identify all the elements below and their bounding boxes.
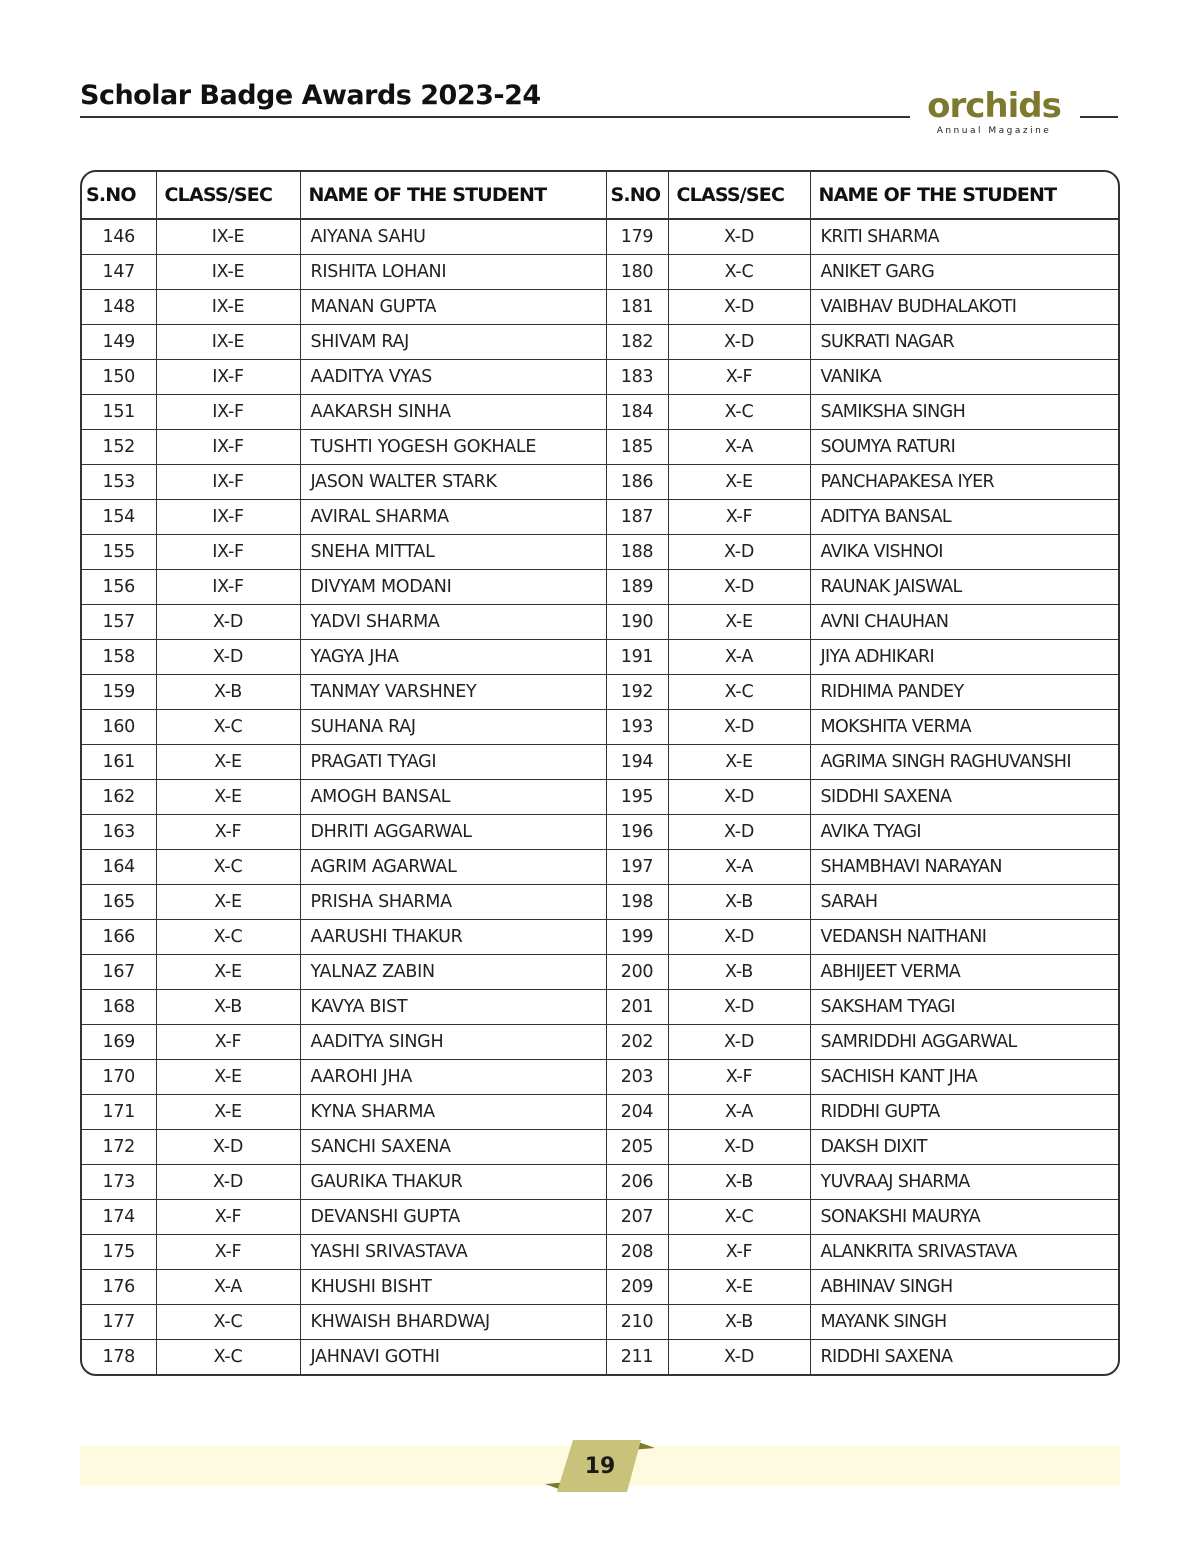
cell-sno: 149 xyxy=(82,325,156,360)
cell-name: RIDDHI GUPTA xyxy=(810,1095,1120,1130)
cell-class: X-D xyxy=(668,780,810,815)
cell-class: X-D xyxy=(668,920,810,955)
cell-class: X-D xyxy=(156,605,300,640)
cell-name: AGRIMA SINGH RAGHUVANSHI xyxy=(810,745,1120,780)
cell-class: X-A xyxy=(156,1270,300,1305)
cell-name: YADVI SHARMA xyxy=(300,605,606,640)
cell-name: PRAGATI TYAGI xyxy=(300,745,606,780)
column-header-name: NAME OF THE STUDENT xyxy=(300,172,606,219)
table-row xyxy=(82,1270,1120,1305)
cell-name: KRITI SHARMA xyxy=(810,219,1120,255)
cell-sno: 178 xyxy=(82,1340,156,1375)
table-row xyxy=(82,710,1120,745)
table-row xyxy=(82,955,1120,990)
cell-name: AMOGH BANSAL xyxy=(300,780,606,815)
cell-class: X-F xyxy=(156,1235,300,1270)
cell-name: RIDDHI SAXENA xyxy=(810,1340,1120,1375)
cell-class: X-D xyxy=(668,990,810,1025)
cell-class: X-D xyxy=(668,570,810,605)
cell-class: X-C xyxy=(668,255,810,290)
table-row xyxy=(82,1025,1120,1060)
cell-sno: 150 xyxy=(82,360,156,395)
cell-class: X-B xyxy=(668,1165,810,1200)
cell-class: X-D xyxy=(668,290,810,325)
table-row xyxy=(82,745,1120,780)
cell-class: X-B xyxy=(156,990,300,1025)
cell-class: X-D xyxy=(668,815,810,850)
cell-name: MOKSHITA VERMA xyxy=(810,710,1120,745)
cell-class: X-C xyxy=(668,1200,810,1235)
cell-name: AVIRAL SHARMA xyxy=(300,500,606,535)
cell-name: PRISHA SHARMA xyxy=(300,885,606,920)
cell-name: RIDHIMA PANDEY xyxy=(810,675,1120,710)
table-row xyxy=(82,780,1120,815)
cell-sno: 206 xyxy=(606,1165,668,1200)
cell-class: X-C xyxy=(156,920,300,955)
cell-sno: 192 xyxy=(606,675,668,710)
cell-sno: 194 xyxy=(606,745,668,780)
cell-class: X-B xyxy=(668,955,810,990)
cell-name: AVNI CHAUHAN xyxy=(810,605,1120,640)
cell-name: SUHANA RAJ xyxy=(300,710,606,745)
table-row xyxy=(82,465,1120,500)
cell-class: X-D xyxy=(668,219,810,255)
cell-class: IX-F xyxy=(156,395,300,430)
cell-sno: 176 xyxy=(82,1270,156,1305)
cell-name: AAKARSH SINHA xyxy=(300,395,606,430)
cell-sno: 175 xyxy=(82,1235,156,1270)
cell-class: X-C xyxy=(156,1305,300,1340)
logo-wordmark: orchids xyxy=(927,86,1061,126)
table-row xyxy=(82,920,1120,955)
cell-name: ADITYA BANSAL xyxy=(810,500,1120,535)
cell-sno: 148 xyxy=(82,290,156,325)
cell-class: X-C xyxy=(156,1340,300,1375)
cell-sno: 187 xyxy=(606,500,668,535)
table-row xyxy=(82,1200,1120,1235)
cell-name: SARAH xyxy=(810,885,1120,920)
cell-class: X-E xyxy=(156,780,300,815)
cell-sno: 174 xyxy=(82,1200,156,1235)
cell-class: X-A xyxy=(668,850,810,885)
cell-sno: 152 xyxy=(82,430,156,465)
cell-class: X-E xyxy=(156,1095,300,1130)
cell-sno: 164 xyxy=(82,850,156,885)
cell-name: MAYANK SINGH xyxy=(810,1305,1120,1340)
cell-class: X-A xyxy=(668,430,810,465)
cell-sno: 159 xyxy=(82,675,156,710)
cell-name: KYNA SHARMA xyxy=(300,1095,606,1130)
cell-sno: 191 xyxy=(606,640,668,675)
cell-class: X-F xyxy=(156,815,300,850)
table-row xyxy=(82,1165,1120,1200)
cell-sno: 171 xyxy=(82,1095,156,1130)
cell-name: RAUNAK JAISWAL xyxy=(810,570,1120,605)
cell-class: IX-E xyxy=(156,255,300,290)
cell-sno: 167 xyxy=(82,955,156,990)
cell-name: SNEHA MITTAL xyxy=(300,535,606,570)
table-row xyxy=(82,430,1120,465)
cell-name: SANCHI SAXENA xyxy=(300,1130,606,1165)
cell-class: X-F xyxy=(668,1060,810,1095)
cell-class: X-A xyxy=(668,1095,810,1130)
cell-sno: 197 xyxy=(606,850,668,885)
cell-class: X-B xyxy=(668,885,810,920)
cell-name: DEVANSHI GUPTA xyxy=(300,1200,606,1235)
cell-sno: 154 xyxy=(82,500,156,535)
cell-sno: 177 xyxy=(82,1305,156,1340)
table-row xyxy=(82,1340,1120,1375)
cell-sno: 165 xyxy=(82,885,156,920)
cell-class: X-C xyxy=(668,675,810,710)
table-row xyxy=(82,535,1120,570)
table-row xyxy=(82,395,1120,430)
cell-name: AARUSHI THAKUR xyxy=(300,920,606,955)
cell-name: AVIKA TYAGI xyxy=(810,815,1120,850)
cell-class: X-E xyxy=(668,1270,810,1305)
cell-sno: 199 xyxy=(606,920,668,955)
cell-sno: 202 xyxy=(606,1025,668,1060)
cell-sno: 155 xyxy=(82,535,156,570)
cell-sno: 169 xyxy=(82,1025,156,1060)
cell-name: MANAN GUPTA xyxy=(300,290,606,325)
cell-name: KHWAISH BHARDWAJ xyxy=(300,1305,606,1340)
cell-name: TANMAY VARSHNEY xyxy=(300,675,606,710)
cell-class: X-D xyxy=(668,1025,810,1060)
cell-name: SHAMBHAVI NARAYAN xyxy=(810,850,1120,885)
cell-sno: 188 xyxy=(606,535,668,570)
table-row xyxy=(82,885,1120,920)
cell-sno: 196 xyxy=(606,815,668,850)
cell-name: TUSHTI YOGESH GOKHALE xyxy=(300,430,606,465)
cell-name: SAMIKSHA SINGH xyxy=(810,395,1120,430)
cell-name: JIYA ADHIKARI xyxy=(810,640,1120,675)
table-row xyxy=(82,990,1120,1025)
cell-name: GAURIKA THAKUR xyxy=(300,1165,606,1200)
cell-sno: 203 xyxy=(606,1060,668,1095)
table-row xyxy=(82,850,1120,885)
magazine-logo xyxy=(914,88,1074,137)
cell-class: X-A xyxy=(668,640,810,675)
cell-class: X-E xyxy=(668,605,810,640)
cell-sno: 183 xyxy=(606,360,668,395)
cell-name: VEDANSH NAITHANI xyxy=(810,920,1120,955)
cell-sno: 163 xyxy=(82,815,156,850)
cell-name: JAHNAVI GOTHI xyxy=(300,1340,606,1375)
cell-name: ABHINAV SINGH xyxy=(810,1270,1120,1305)
cell-name: SACHISH KANT JHA xyxy=(810,1060,1120,1095)
cell-class: X-D xyxy=(668,1130,810,1165)
cell-class: X-F xyxy=(156,1200,300,1235)
cell-name: JASON WALTER STARK xyxy=(300,465,606,500)
cell-sno: 166 xyxy=(82,920,156,955)
cell-name: DAKSH DIXIT xyxy=(810,1130,1120,1165)
awards-table-container xyxy=(80,170,1120,1376)
cell-sno: 172 xyxy=(82,1130,156,1165)
cell-class: X-D xyxy=(668,1340,810,1375)
cell-class: IX-F xyxy=(156,430,300,465)
table-row xyxy=(82,500,1120,535)
cell-class: X-F xyxy=(668,360,810,395)
cell-class: X-C xyxy=(156,850,300,885)
column-header-sno: S.NO xyxy=(606,172,668,219)
column-header-name: NAME OF THE STUDENT xyxy=(810,172,1120,219)
cell-class: X-B xyxy=(156,675,300,710)
cell-name: ALANKRITA SRIVASTAVA xyxy=(810,1235,1120,1270)
title-divider xyxy=(80,116,910,118)
cell-name: YAGYA JHA xyxy=(300,640,606,675)
table-row xyxy=(82,675,1120,710)
cell-name: PANCHAPAKESA IYER xyxy=(810,465,1120,500)
column-header-class: CLASS/SEC xyxy=(156,172,300,219)
cell-sno: 170 xyxy=(82,1060,156,1095)
cell-class: X-B xyxy=(668,1305,810,1340)
cell-sno: 201 xyxy=(606,990,668,1025)
cell-sno: 200 xyxy=(606,955,668,990)
cell-name: SIDDHI SAXENA xyxy=(810,780,1120,815)
cell-sno: 211 xyxy=(606,1340,668,1375)
cell-sno: 180 xyxy=(606,255,668,290)
table-row xyxy=(82,640,1120,675)
cell-sno: 162 xyxy=(82,780,156,815)
cell-class: X-F xyxy=(668,1235,810,1270)
table-row xyxy=(82,605,1120,640)
cell-sno: 147 xyxy=(82,255,156,290)
cell-class: X-E xyxy=(668,745,810,780)
cell-sno: 179 xyxy=(606,219,668,255)
cell-sno: 185 xyxy=(606,430,668,465)
table-body xyxy=(82,219,1120,1374)
cell-name: VAIBHAV BUDHALAKOTI xyxy=(810,290,1120,325)
cell-class: X-D xyxy=(668,535,810,570)
cell-sno: 210 xyxy=(606,1305,668,1340)
cell-sno: 189 xyxy=(606,570,668,605)
table-row xyxy=(82,360,1120,395)
cell-name: AVIKA VISHNOI xyxy=(810,535,1120,570)
cell-class: X-D xyxy=(156,1165,300,1200)
cell-name: AADITYA VYAS xyxy=(300,360,606,395)
cell-class: IX-E xyxy=(156,325,300,360)
cell-class: X-D xyxy=(668,325,810,360)
cell-sno: 193 xyxy=(606,710,668,745)
cell-class: X-E xyxy=(156,745,300,780)
cell-sno: 168 xyxy=(82,990,156,1025)
cell-class: X-E xyxy=(668,465,810,500)
cell-sno: 182 xyxy=(606,325,668,360)
table-row xyxy=(82,290,1120,325)
cell-name: AIYANA SAHU xyxy=(300,219,606,255)
table-row xyxy=(82,1305,1120,1340)
cell-name: SUKRATI NAGAR xyxy=(810,325,1120,360)
cell-name: YASHI SRIVASTAVA xyxy=(300,1235,606,1270)
cell-name: YUVRAAJ SHARMA xyxy=(810,1165,1120,1200)
cell-name: AGRIM AGARWAL xyxy=(300,850,606,885)
cell-sno: 207 xyxy=(606,1200,668,1235)
table-row xyxy=(82,1130,1120,1165)
cell-sno: 158 xyxy=(82,640,156,675)
cell-class: X-E xyxy=(156,955,300,990)
cell-class: IX-F xyxy=(156,535,300,570)
cell-sno: 160 xyxy=(82,710,156,745)
cell-class: X-D xyxy=(668,710,810,745)
cell-class: IX-F xyxy=(156,500,300,535)
table-row xyxy=(82,255,1120,290)
cell-name: KAVYA BIST xyxy=(300,990,606,1025)
cell-sno: 156 xyxy=(82,570,156,605)
table-row xyxy=(82,325,1120,360)
cell-name: SOUMYA RATURI xyxy=(810,430,1120,465)
table-row xyxy=(82,1060,1120,1095)
cell-sno: 184 xyxy=(606,395,668,430)
cell-class: X-C xyxy=(156,710,300,745)
cell-class: IX-F xyxy=(156,360,300,395)
cell-name: DHRITI AGGARWAL xyxy=(300,815,606,850)
cell-sno: 181 xyxy=(606,290,668,325)
cell-name: ABHIJEET VERMA xyxy=(810,955,1120,990)
cell-sno: 153 xyxy=(82,465,156,500)
cell-class: X-F xyxy=(156,1025,300,1060)
cell-name: DIVYAM MODANI xyxy=(300,570,606,605)
cell-class: IX-E xyxy=(156,290,300,325)
cell-name: AAROHI JHA xyxy=(300,1060,606,1095)
cell-class: X-C xyxy=(668,395,810,430)
cell-class: IX-E xyxy=(156,219,300,255)
column-header-sno: S.NO xyxy=(82,172,156,219)
awards-table xyxy=(82,172,1120,1374)
cell-sno: 204 xyxy=(606,1095,668,1130)
cell-name: SHIVAM RAJ xyxy=(300,325,606,360)
table-row xyxy=(82,1095,1120,1130)
logo-subtitle: Annual Magazine xyxy=(936,126,1052,136)
table-row xyxy=(82,1235,1120,1270)
page-number: 19 xyxy=(584,1453,616,1479)
cell-name: SAKSHAM TYAGI xyxy=(810,990,1120,1025)
cell-name: KHUSHI BISHT xyxy=(300,1270,606,1305)
cell-sno: 198 xyxy=(606,885,668,920)
column-header-class: CLASS/SEC xyxy=(668,172,810,219)
cell-sno: 186 xyxy=(606,465,668,500)
cell-class: IX-F xyxy=(156,570,300,605)
cell-name: ANIKET GARG xyxy=(810,255,1120,290)
cell-sno: 146 xyxy=(82,219,156,255)
table-header-row xyxy=(82,172,1120,219)
cell-name: YALNAZ ZABIN xyxy=(300,955,606,990)
cell-sno: 157 xyxy=(82,605,156,640)
cell-name: SAMRIDDHI AGGARWAL xyxy=(810,1025,1120,1060)
table-row xyxy=(82,570,1120,605)
cell-sno: 161 xyxy=(82,745,156,780)
page-title: Scholar Badge Awards 2023-24 xyxy=(80,80,541,111)
cell-sno: 173 xyxy=(82,1165,156,1200)
table-row xyxy=(82,219,1120,255)
cell-name: VANIKA xyxy=(810,360,1120,395)
cell-sno: 209 xyxy=(606,1270,668,1305)
cell-class: IX-F xyxy=(156,465,300,500)
table-row xyxy=(82,815,1120,850)
cell-class: X-D xyxy=(156,1130,300,1165)
cell-class: X-F xyxy=(668,500,810,535)
cell-sno: 205 xyxy=(606,1130,668,1165)
cell-sno: 195 xyxy=(606,780,668,815)
cell-class: X-D xyxy=(156,640,300,675)
cell-name: SONAKSHI MAURYA xyxy=(810,1200,1120,1235)
cell-class: X-E xyxy=(156,885,300,920)
cell-sno: 151 xyxy=(82,395,156,430)
logo-divider xyxy=(1080,116,1118,118)
cell-sno: 190 xyxy=(606,605,668,640)
cell-name: AADITYA SINGH xyxy=(300,1025,606,1060)
cell-class: X-E xyxy=(156,1060,300,1095)
cell-name: RISHITA LOHANI xyxy=(300,255,606,290)
cell-sno: 208 xyxy=(606,1235,668,1270)
